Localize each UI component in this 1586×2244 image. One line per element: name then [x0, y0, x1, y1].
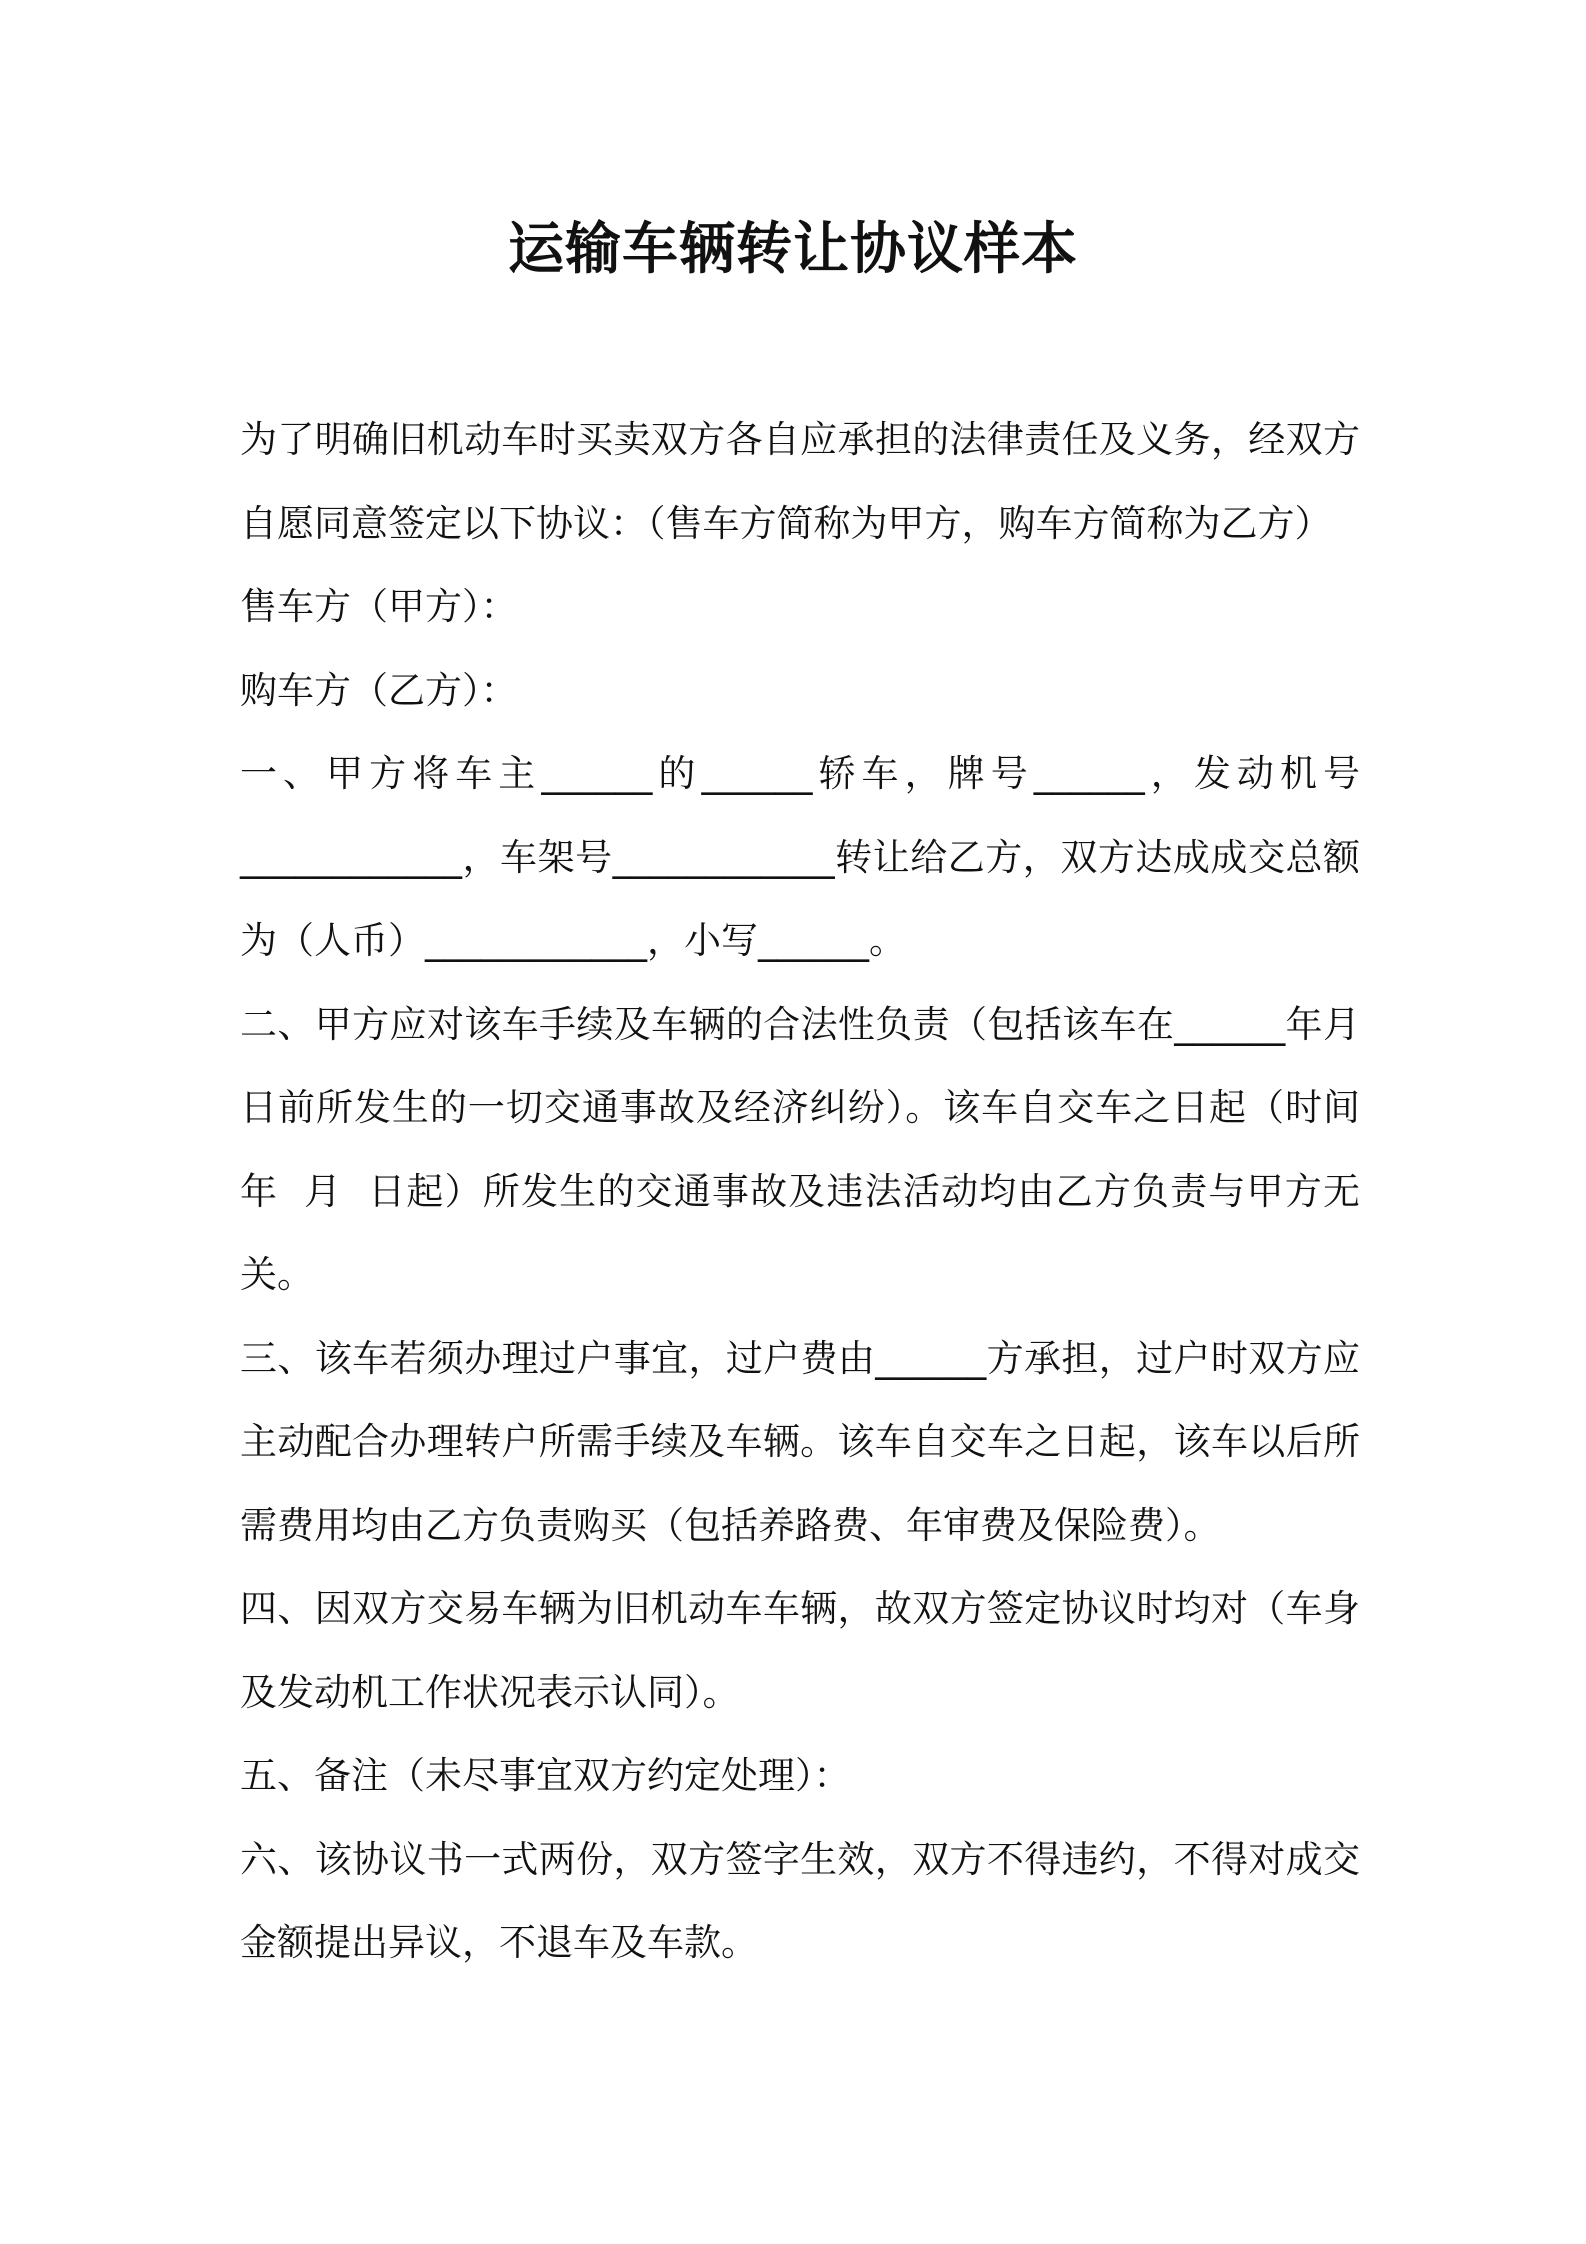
- clause-3: 三、该车若须办理过户事宜，过户费由______方承担，过户时双方应主动配合办理转户所需手续及车辆。该车自交车之日起，该车以后所需费用均由乙方负责购买（包括养路费、年审费及保险费）。: [240, 1336, 1360, 1547]
- clause-1: 一、甲方将车主______的______轿车，牌号______，发动机号____________，车架号____________转让给乙方，双方达成成交总额为（人币）____________，小写______。: [240, 752, 1360, 962]
- document-body: [240, 398, 1384, 1985]
- clause-6: 六、该协议书一式两份，双方签字生效，双方不得违约，不得对成交金额提出异议，不退车及车款。: [240, 1837, 1360, 1964]
- clause-4: 四、因双方交易车辆为旧机动车车辆，故双方签定协议时均对（车身及发动机工作状况表示认同）。: [240, 1587, 1360, 1714]
- clause-5: 五、备注（未尽事宜双方约定处理）：: [240, 1754, 851, 1797]
- intro-paragraph: 为了明确旧机动车时买卖双方各自应承担的法律责任及义务，经双方自愿同意签定以下协议：（售车方简称为甲方，购车方简称为乙方）: [240, 418, 1360, 545]
- seller-line: 售车方（甲方）：: [240, 585, 518, 628]
- clause-2: 二、甲方应对该车手续及车辆的合法性负责（包括该车在______年月 日前所发生的一切交通事故及经济纠纷）。该车自交车之日起（时间年 月 日起）所发生的交通事故及违法活动均由乙方负责与甲方无关。: [240, 1002, 1384, 1296]
- document-title: 运输车辆转让协议样本: [508, 217, 1078, 282]
- buyer-line: 购车方（乙方）：: [240, 668, 518, 712]
